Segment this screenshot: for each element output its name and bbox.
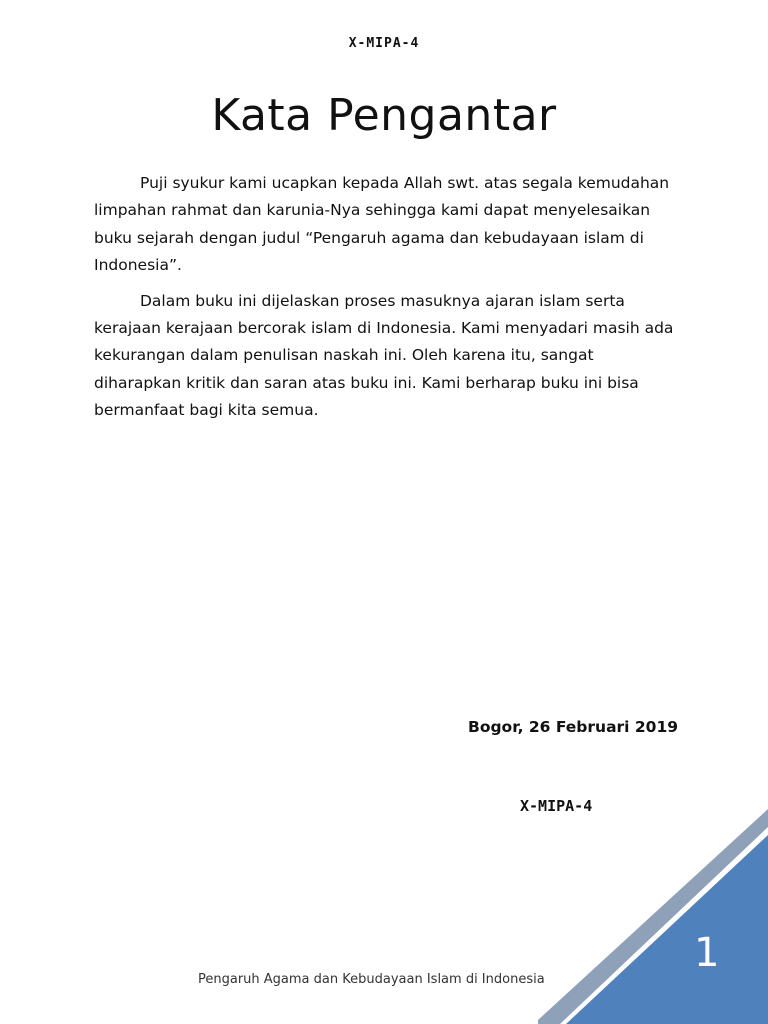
corner-triangle (566, 835, 768, 1024)
body-text (94, 170, 684, 433)
place-date: Bogor, 26 Februari 2019 (468, 718, 679, 736)
page-corner-decoration (538, 809, 768, 1024)
paragraph: Puji syukur kami ucapkan kepada Allah swt. atas segala kemudahan limpahan rahmat dan karunia-Nya sehingga kami dapat menyelesaikan buku sejarah dengan judul “Pengaruh agama dan kebudayaan islam di Indonesia”. (94, 174, 670, 275)
signature: X-MIPA-4 (520, 797, 593, 815)
footer-book-title: Pengaruh Agama dan Kebudayaan Islam di Indonesia (198, 972, 545, 987)
page-title: Kata Pengantar (211, 90, 557, 141)
paragraph: Dalam buku ini dijelaskan proses masuknya ajaran islam serta kerajaan kerajaan bercorak islam di Indonesia. Kami menyadari masih ada kekurangan dalam penulisan naskah ini. Oleh karena itu, sangat diharapkan kritik dan saran atas buku ini. Kami berharap buku ini bisa bermanfaat bagi kita semua. (94, 291, 674, 420)
page-header: X-MIPA-4 (348, 36, 420, 51)
page-number: 1 (694, 930, 720, 976)
